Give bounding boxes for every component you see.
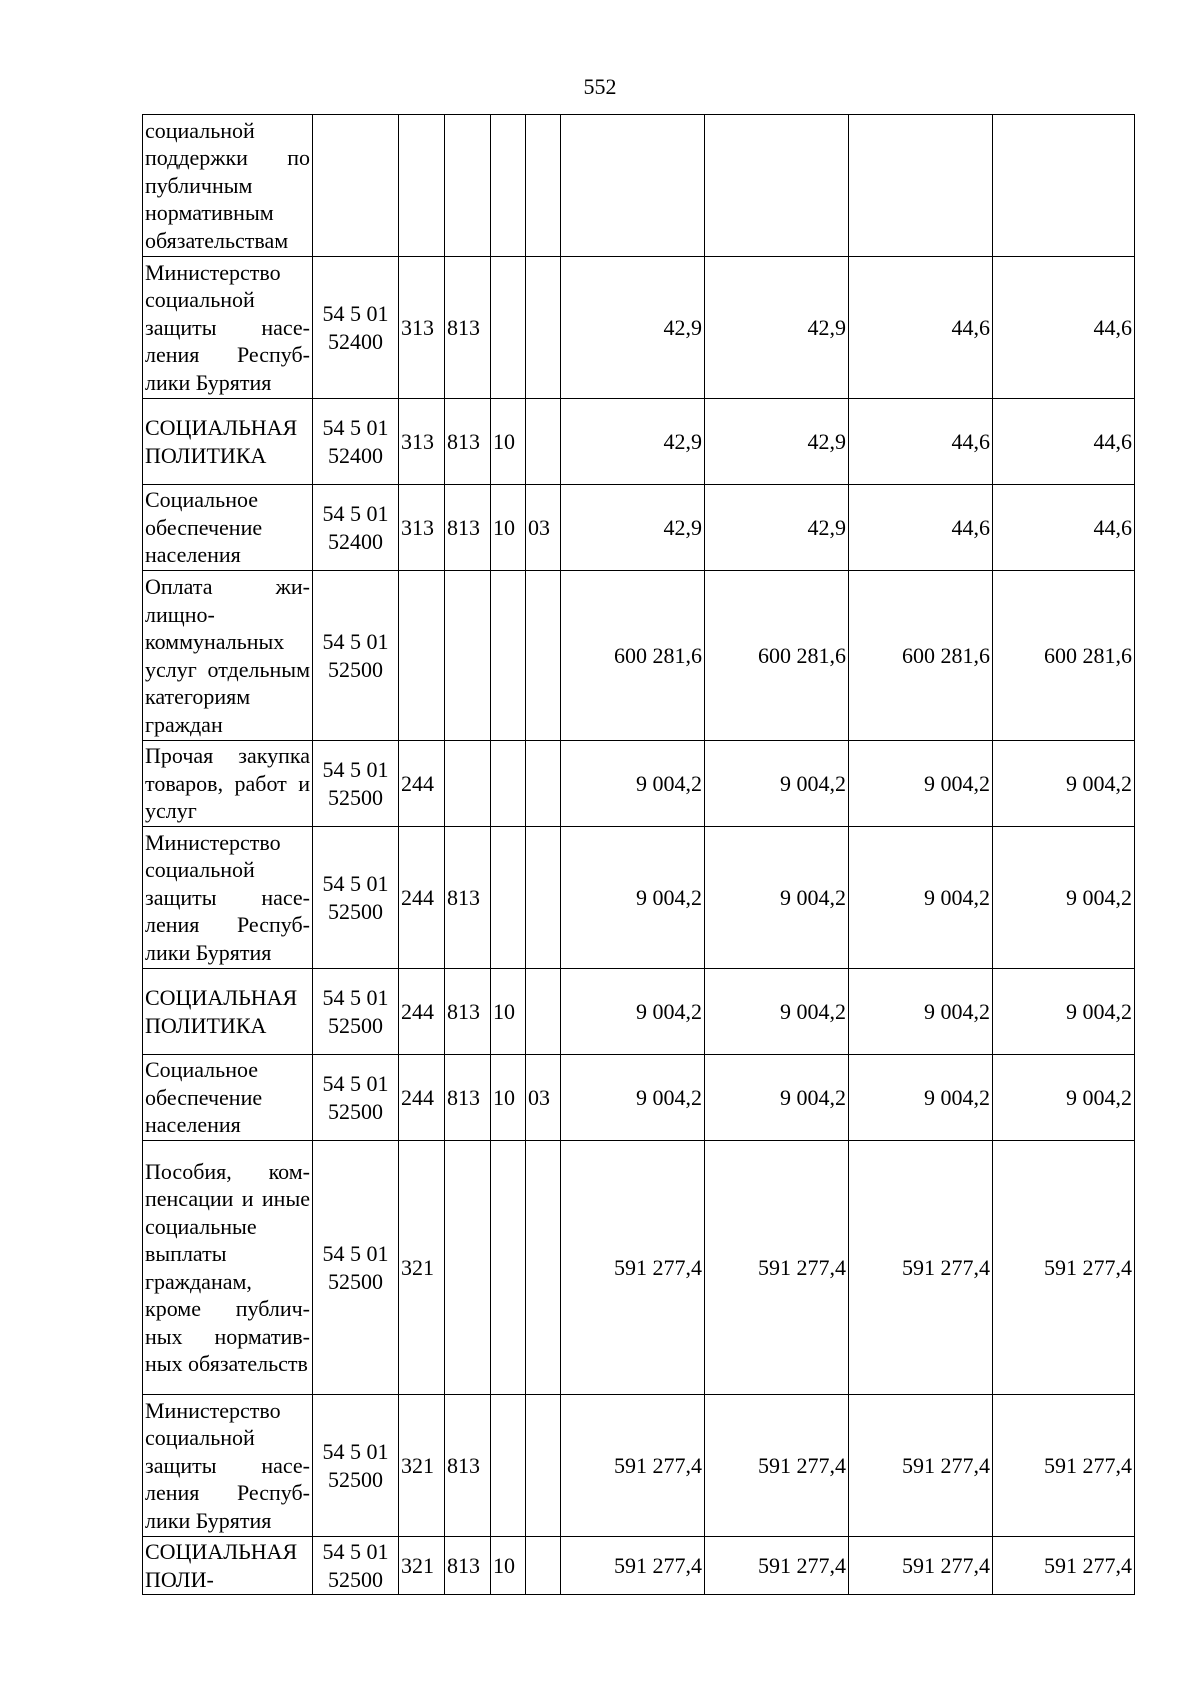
table-row	[143, 571, 1135, 741]
row-pr	[526, 1141, 561, 1395]
row-rz: 10	[491, 399, 526, 485]
row-value-1: 9 004,2	[561, 827, 705, 969]
row-value-3: 591 277,4	[849, 1141, 993, 1395]
row-name: Министерство социальной защиты населения Республики Бурятия	[143, 1395, 313, 1537]
row-value-1: 591 277,4	[561, 1395, 705, 1537]
row-vr: 313	[399, 485, 445, 571]
row-value-1: 9 004,2	[561, 969, 705, 1055]
table-row	[143, 741, 1135, 827]
row-value-4	[993, 115, 1135, 257]
row-csr: 54 5 01 52500	[313, 1537, 399, 1595]
row-vr	[399, 115, 445, 257]
row-value-1: 42,9	[561, 257, 705, 399]
row-value-2	[705, 115, 849, 257]
row-value-1: 591 277,4	[561, 1537, 705, 1595]
row-value-2: 591 277,4	[705, 1141, 849, 1395]
row-csr: 54 5 01 52500	[313, 741, 399, 827]
row-value-4: 9 004,2	[993, 741, 1135, 827]
row-value-2: 9 004,2	[705, 969, 849, 1055]
row-value-2: 591 277,4	[705, 1537, 849, 1595]
row-name: СОЦИАЛЬНАЯ ПОЛИ-	[143, 1537, 313, 1595]
row-vr: 321	[399, 1537, 445, 1595]
row-rz	[491, 741, 526, 827]
row-rz	[491, 257, 526, 399]
row-value-1: 9 004,2	[561, 1055, 705, 1141]
row-vr: 244	[399, 827, 445, 969]
row-value-2: 591 277,4	[705, 1395, 849, 1537]
row-name: СОЦИАЛЬНАЯ ПОЛИТИКА	[143, 399, 313, 485]
row-vr: 244	[399, 969, 445, 1055]
row-value-2: 9 004,2	[705, 827, 849, 969]
row-value-4: 591 277,4	[993, 1141, 1135, 1395]
row-value-4: 9 004,2	[993, 1055, 1135, 1141]
row-value-4: 44,6	[993, 257, 1135, 399]
row-pr	[526, 741, 561, 827]
table-row	[143, 827, 1135, 969]
row-value-2: 9 004,2	[705, 741, 849, 827]
row-csr: 54 5 01 52500	[313, 1055, 399, 1141]
row-value-1: 42,9	[561, 399, 705, 485]
table-row	[143, 1141, 1135, 1395]
row-vr	[399, 571, 445, 741]
row-csr: 54 5 01 52400	[313, 257, 399, 399]
row-rz: 10	[491, 1537, 526, 1595]
row-name: СОЦИАЛЬНАЯ ПОЛИТИКА	[143, 969, 313, 1055]
row-csr: 54 5 01 52400	[313, 485, 399, 571]
row-value-3: 9 004,2	[849, 969, 993, 1055]
row-value-4: 44,6	[993, 485, 1135, 571]
row-csr: 54 5 01 52500	[313, 1395, 399, 1537]
table-row	[143, 115, 1135, 257]
row-pr	[526, 399, 561, 485]
row-value-3: 9 004,2	[849, 741, 993, 827]
row-rz: 10	[491, 969, 526, 1055]
table-row	[143, 1537, 1135, 1595]
row-value-1: 591 277,4	[561, 1141, 705, 1395]
row-value-3: 44,6	[849, 485, 993, 571]
row-pr	[526, 115, 561, 257]
row-value-1: 600 281,6	[561, 571, 705, 741]
row-value-4: 44,6	[993, 399, 1135, 485]
row-value-2: 9 004,2	[705, 1055, 849, 1141]
row-value-3: 9 004,2	[849, 1055, 993, 1141]
row-pr	[526, 827, 561, 969]
row-gr: 813	[445, 827, 491, 969]
row-gr: 813	[445, 485, 491, 571]
row-value-2: 42,9	[705, 485, 849, 571]
row-value-4: 591 277,4	[993, 1537, 1135, 1595]
row-pr: 03	[526, 1055, 561, 1141]
row-value-3	[849, 115, 993, 257]
row-name: Социальное обеспечение населения	[143, 1055, 313, 1141]
row-name: Оплата жилищно-коммунальных услуг отдельным категориям граждан	[143, 571, 313, 741]
row-vr: 321	[399, 1395, 445, 1537]
table-row	[143, 257, 1135, 399]
row-vr: 244	[399, 1055, 445, 1141]
budget-table	[142, 114, 1135, 1595]
table-row	[143, 969, 1135, 1055]
table-row	[143, 1395, 1135, 1537]
row-rz	[491, 827, 526, 969]
row-gr: 813	[445, 1055, 491, 1141]
row-value-3: 591 277,4	[849, 1395, 993, 1537]
row-gr	[445, 1141, 491, 1395]
row-name: Прочая закупка товаров, работ и услуг	[143, 741, 313, 827]
row-name: Министерство социальной защиты населения Республики Бурятия	[143, 827, 313, 969]
row-value-2: 600 281,6	[705, 571, 849, 741]
row-rz	[491, 115, 526, 257]
row-csr: 54 5 01 52500	[313, 1141, 399, 1395]
row-name: Министерство социальной защиты населения Республики Бурятия	[143, 257, 313, 399]
row-value-2: 42,9	[705, 257, 849, 399]
table-row	[143, 399, 1135, 485]
row-vr: 321	[399, 1141, 445, 1395]
row-value-2: 42,9	[705, 399, 849, 485]
row-rz: 10	[491, 485, 526, 571]
row-vr: 313	[399, 399, 445, 485]
row-value-4: 600 281,6	[993, 571, 1135, 741]
row-pr: 03	[526, 485, 561, 571]
row-name: Пособия, компенсации и иные социальные выплаты гражданам, кроме публичных нормативных обязательств	[143, 1141, 313, 1395]
row-value-3: 44,6	[849, 399, 993, 485]
row-rz	[491, 571, 526, 741]
row-gr: 813	[445, 1395, 491, 1537]
page-number: 552	[583, 74, 617, 99]
row-value-1: 42,9	[561, 485, 705, 571]
row-value-4: 9 004,2	[993, 969, 1135, 1055]
row-gr: 813	[445, 399, 491, 485]
row-csr: 54 5 01 52500	[313, 571, 399, 741]
row-value-4: 9 004,2	[993, 827, 1135, 969]
row-value-3: 9 004,2	[849, 827, 993, 969]
row-csr: 54 5 01 52400	[313, 399, 399, 485]
row-value-3: 44,6	[849, 257, 993, 399]
table-row	[143, 1055, 1135, 1141]
row-gr: 813	[445, 257, 491, 399]
row-pr	[526, 257, 561, 399]
row-vr: 244	[399, 741, 445, 827]
row-gr: 813	[445, 1537, 491, 1595]
row-value-1: 9 004,2	[561, 741, 705, 827]
row-rz	[491, 1141, 526, 1395]
row-csr: 54 5 01 52500	[313, 969, 399, 1055]
row-value-3: 600 281,6	[849, 571, 993, 741]
row-gr: 813	[445, 969, 491, 1055]
row-gr	[445, 571, 491, 741]
row-value-1	[561, 115, 705, 257]
row-pr	[526, 571, 561, 741]
row-pr	[526, 1395, 561, 1537]
row-vr: 313	[399, 257, 445, 399]
row-csr: 54 5 01 52500	[313, 827, 399, 969]
row-rz	[491, 1395, 526, 1537]
row-gr	[445, 115, 491, 257]
row-value-3: 591 277,4	[849, 1537, 993, 1595]
row-gr	[445, 741, 491, 827]
row-name: Социальное обеспечение населения	[143, 485, 313, 571]
row-rz: 10	[491, 1055, 526, 1141]
table-row	[143, 485, 1135, 571]
row-name: социальной поддержки по публичным нормативным обязательствам	[143, 115, 313, 257]
row-csr	[313, 115, 399, 257]
row-pr	[526, 969, 561, 1055]
row-pr	[526, 1537, 561, 1595]
row-value-4: 591 277,4	[993, 1395, 1135, 1537]
